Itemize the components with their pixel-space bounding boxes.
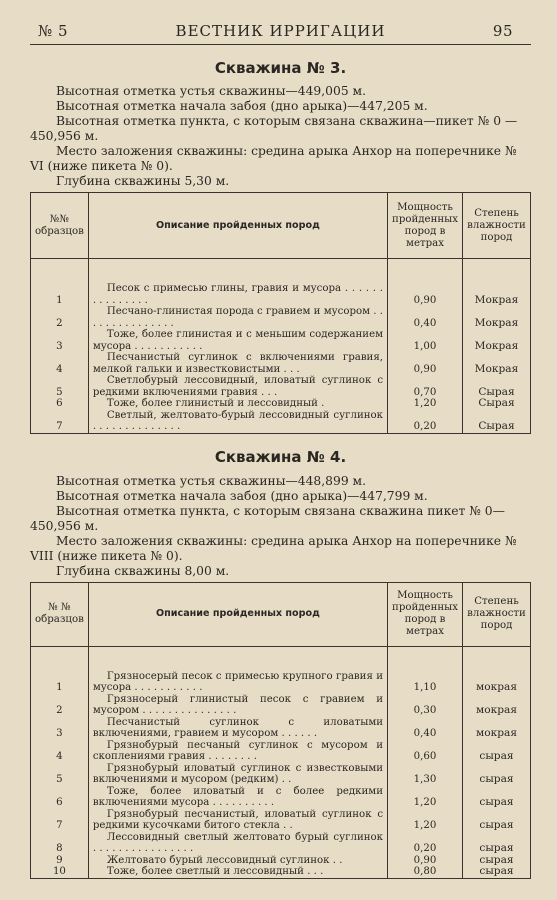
table-row (31, 832, 531, 855)
thickness-value: 1,10 (388, 671, 463, 694)
table-row (31, 671, 531, 694)
table-row (31, 809, 531, 832)
well4-line-4: Место заложения скважины: средина арыка Анхор на поперечнике № VIII (ниже пикета № 0). (30, 533, 517, 563)
moisture-degree: сырая (463, 786, 531, 809)
moisture-degree: Мокрая (463, 329, 531, 352)
rock-description: Желтовато бурый лессовидный суглинок . . (88, 855, 387, 867)
sample-number: 3 (31, 329, 89, 352)
thickness-value: 1,20 (388, 809, 463, 832)
sample-number: 2 (31, 306, 89, 329)
moisture-degree: Мокрая (463, 283, 531, 306)
table-row (31, 763, 531, 786)
well4-table (30, 582, 531, 879)
rock-description: Грязнобурый песчаный суглинок с мусором и скоплениями гравия . . . . . . . . (88, 740, 387, 763)
thickness-value: 0,30 (388, 694, 463, 717)
journal-title: ВЕСТНИК ИРРИГАЦИИ (175, 22, 386, 40)
moisture-degree: сырая (463, 763, 531, 786)
well3-col-wet: Степень влажности пород (463, 193, 531, 259)
sample-number: 6 (31, 786, 89, 809)
rock-description: Песчанистый суглинок с включениями гравия, мелкой гальки и известковистыми . . . (88, 352, 387, 375)
well3-table (30, 192, 531, 434)
table-row (31, 866, 531, 878)
well3-title: Скважина № 3. (214, 59, 347, 77)
thickness-value: 1,20 (388, 786, 463, 809)
rock-description: Светлый, желтовато-бурый лессовидный суглинок . . . . . . . . . . . . . . (88, 410, 387, 434)
sample-number: 4 (31, 352, 89, 375)
thickness-value: 0,90 (388, 855, 463, 867)
sample-number: 7 (31, 809, 89, 832)
moisture-degree: сырая (463, 855, 531, 867)
sample-number: 8 (31, 832, 89, 855)
sample-number: 1 (31, 283, 89, 306)
rock-description: Тоже, более глинистый и лессовидный . (88, 398, 387, 410)
moisture-degree: Сырая (463, 410, 531, 434)
thickness-value: 0,70 (388, 375, 463, 398)
thickness-value: 0,40 (388, 717, 463, 740)
thickness-value: 0,60 (388, 740, 463, 763)
rock-description: Песчанистый суглинок с иловатыми включениями, гравием и мусором . . . . . . (88, 717, 387, 740)
well3-line-2: Высотная отметка начала забоя (дно арыка)—447,205 м. (56, 99, 428, 113)
sample-number: 5 (31, 763, 89, 786)
rock-description: Песок с примесью глины, гравия и мусора . . . . . . . . . . . . . . . (88, 283, 387, 306)
well4-col-desc: Описание пройденных пород (88, 582, 387, 646)
sample-number: 3 (31, 717, 89, 740)
moisture-degree: сырая (463, 740, 531, 763)
well4-line-5: Глубина скважины 8,00 м. (56, 563, 230, 578)
well4-col-wet: Степень влажности пород (463, 582, 531, 646)
thickness-value: 0,90 (388, 283, 463, 306)
well3-line-1: Высотная отметка устья скважины—449,005 м. (56, 84, 367, 98)
table-row (31, 786, 531, 809)
well3-col-thick: Мощность пройденных пород в метрах (388, 193, 463, 259)
page-header (30, 18, 531, 44)
well3-line-3: Высотная отметка пункта, с которым связана скважина—пикет № 0 —450,956 м. (30, 114, 518, 143)
rock-description: Светлобурый лессовидный, иловатый суглинок с редкими включениями гравия . . . (88, 375, 387, 398)
moisture-degree: Сырая (463, 375, 531, 398)
thickness-value: 1,20 (388, 398, 463, 410)
table-row (31, 306, 531, 329)
table-row (31, 283, 531, 306)
thickness-value: 0,40 (388, 306, 463, 329)
well3-col-desc: Описание пройденных пород (88, 193, 387, 259)
thickness-value: 0,90 (388, 352, 463, 375)
rock-description: Грязносерый песок с примесью крупного гравия и мусора . . . . . . . . . . . (88, 671, 387, 694)
sample-number: 1 (31, 671, 89, 694)
table-row (31, 375, 531, 398)
issue-number: № 5 (38, 22, 69, 40)
sample-number: 2 (31, 694, 89, 717)
table-row (31, 352, 531, 375)
well3-line-4: Место заложения скважины: средина арыка Анхор на поперечнике № VI (ниже пикета № 0). (30, 144, 517, 173)
moisture-degree: Мокрая (463, 306, 531, 329)
rock-description: Тоже, более глинистая и с меньшим содержанием мусора . . . . . . . . . . . (88, 329, 387, 352)
well4-line-1: Высотная отметка устья скважины—448,899 м. (56, 473, 367, 488)
well3-line-5: Глубина скважины 5,30 м. (56, 174, 230, 188)
moisture-degree: мокрая (463, 694, 531, 717)
well4-col-thick: Мощность пройденных пород в метрах (388, 582, 463, 646)
moisture-degree: сырая (463, 866, 531, 878)
moisture-degree: Сырая (463, 398, 531, 410)
thickness-value: 1,30 (388, 763, 463, 786)
thickness-value: 0,20 (388, 832, 463, 855)
well4-line-2: Высотная отметка начала забоя (дно арыка)—447,799 м. (56, 488, 428, 503)
moisture-degree: Мокрая (463, 352, 531, 375)
page-number: 95 (492, 22, 513, 40)
rock-description: Грязнобурый песчанистый, иловатый суглинок с редкими кусочками битого стекла . . (88, 809, 387, 832)
table-row (31, 410, 531, 434)
thickness-value: 0,20 (388, 410, 463, 434)
thickness-value: 0,80 (388, 866, 463, 878)
sample-number: 7 (31, 410, 89, 434)
moisture-degree: сырая (463, 809, 531, 832)
rock-description: Тоже, более иловатый и с более редкими включениями мусора . . . . . . . . . . (88, 786, 387, 809)
rock-description: Тоже, более светлый и лессовидный . . . (88, 866, 387, 878)
table-row (31, 717, 531, 740)
rock-description: Лессовидный светлый желтовато бурый суглинок . . . . . . . . . . . . . . . . (88, 832, 387, 855)
well3-rows (31, 259, 531, 434)
moisture-degree: мокрая (463, 717, 531, 740)
well4-col-num: № № образцов (31, 582, 89, 646)
sample-number: 4 (31, 740, 89, 763)
well3-col-num: №№ образцов (31, 193, 89, 259)
sample-number: 10 (31, 866, 89, 878)
header-rule (30, 44, 531, 45)
well4-rows (31, 646, 531, 878)
table-row (31, 398, 531, 410)
table-row (31, 694, 531, 717)
rock-description: Грязнобурый иловатый суглинок с известковыми включениями и мусором (редким) . . (88, 763, 387, 786)
sample-number: 9 (31, 855, 89, 867)
table-row (31, 740, 531, 763)
rock-description: Песчано-глинистая порода с гравием и мусором . . . . . . . . . . . . . . . (88, 306, 387, 329)
well4-line-3: Высотная отметка пункта, с которым связана скважина пикет № 0—450,956 м. (30, 503, 505, 533)
table-row (31, 855, 531, 867)
sample-number: 6 (31, 398, 89, 410)
moisture-degree: сырая (463, 832, 531, 855)
moisture-degree: мокрая (463, 671, 531, 694)
sample-number: 5 (31, 375, 89, 398)
table-row (31, 329, 531, 352)
rock-description: Грязносерый глинистый песок с гравием и мусором . . . . . . . . . . . . . . . (88, 694, 387, 717)
well4-title: Скважина № 4. (214, 447, 347, 466)
thickness-value: 1,00 (388, 329, 463, 352)
